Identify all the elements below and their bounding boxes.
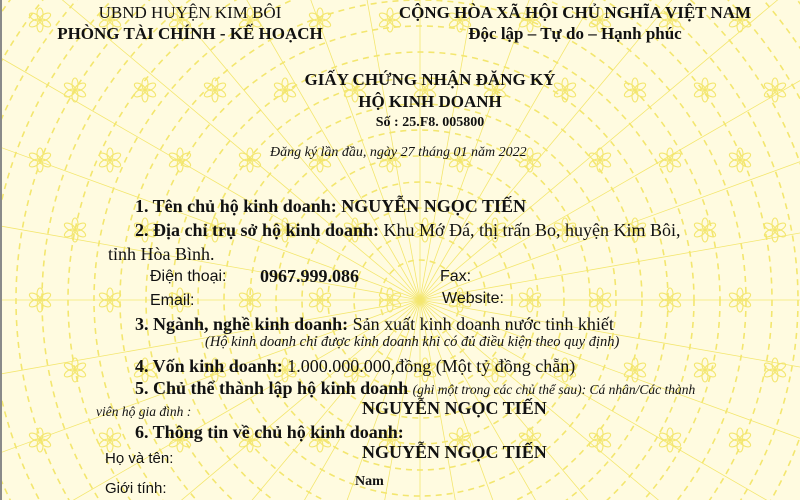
item-3-note: (Hộ kinh doanh chỉ được kinh doanh khi có đủ điều kiện theo quy định) — [205, 334, 620, 350]
item-3-business-line — [135, 314, 614, 335]
national-motto — [360, 2, 790, 44]
item-1-owner-name — [135, 196, 526, 217]
certificate-number: Số : 25.F8. 005800 — [375, 115, 485, 130]
item-4-capital — [135, 356, 575, 377]
item-5-note-continued: viên hộ gia đình : — [96, 404, 192, 419]
item-1-value: NGUYỄN NGỌC TIẾN — [341, 196, 526, 216]
gender-label: Giới tính: — [105, 480, 167, 497]
fax-label: Fax: — [440, 268, 472, 285]
item-4-label: 4. Vốn kinh doanh: — [135, 356, 288, 376]
certificate-title: GIẤY CHỨNG NHẬN ĐĂNG KÝ — [304, 70, 556, 89]
item-4-value: 1.000.000.000,đồng (Một tỷ đồng chẵn) — [287, 356, 576, 376]
item-2-address — [135, 220, 681, 241]
phone-label: Điện thoại: — [150, 268, 227, 285]
item-3-value: Sản xuất kinh doanh nước tinh khiết — [352, 314, 614, 334]
issuing-authority — [40, 2, 340, 44]
website-label: Website: — [442, 290, 504, 307]
email-label: Email: — [150, 292, 195, 309]
country-name: CỘNG HÒA XÃ HỘI CHỦ NGHĨA VIỆT NAM — [398, 3, 752, 22]
item-5-note: (ghi một trong các chủ thể sau): Cá nhân/Các thành — [412, 382, 696, 397]
district-committee: UBND HUYỆN KIM BÔI — [98, 3, 282, 22]
full-name-label: Họ và tên: — [105, 450, 174, 467]
item-6-owner-info: 6. Thông tin về chủ hộ kinh doanh: — [135, 422, 404, 442]
item-2-value-continued: tỉnh Hòa Bình. — [108, 244, 215, 264]
certificate-subtitle: HỘ KINH DOANH — [358, 92, 502, 111]
item-1-label: 1. Tên chủ hộ kinh doanh: — [135, 196, 342, 216]
page-edge — [0, 0, 2, 500]
item-5-founder — [135, 378, 695, 399]
motto: Độc lập – Tự do – Hạnh phúc — [468, 24, 682, 43]
registration-date: Đăng ký lần đầu, ngày 27 tháng 01 năm 2022 — [270, 145, 527, 160]
item-5-value: NGUYỄN NGỌC TIẾN — [362, 398, 547, 418]
finance-planning-office: PHÒNG TÀI CHÍNH - KẾ HOẠCH — [57, 24, 323, 43]
item-2-label: 2. Địa chỉ trụ sở hộ kinh doanh: — [135, 220, 384, 240]
gender-value: Nam — [355, 474, 384, 489]
phone-value: 0967.999.086 — [260, 266, 359, 286]
item-5-label: 5. Chủ thể thành lập hộ kinh doanh — [135, 378, 413, 398]
full-name-value: NGUYỄN NGỌC TIẾN — [362, 442, 547, 462]
item-2-value: Khu Mớ Đá, thị trấn Bo, huyện Kim Bôi, — [383, 220, 681, 240]
item-3-label: 3. Ngành, nghề kinh doanh: — [135, 314, 353, 334]
